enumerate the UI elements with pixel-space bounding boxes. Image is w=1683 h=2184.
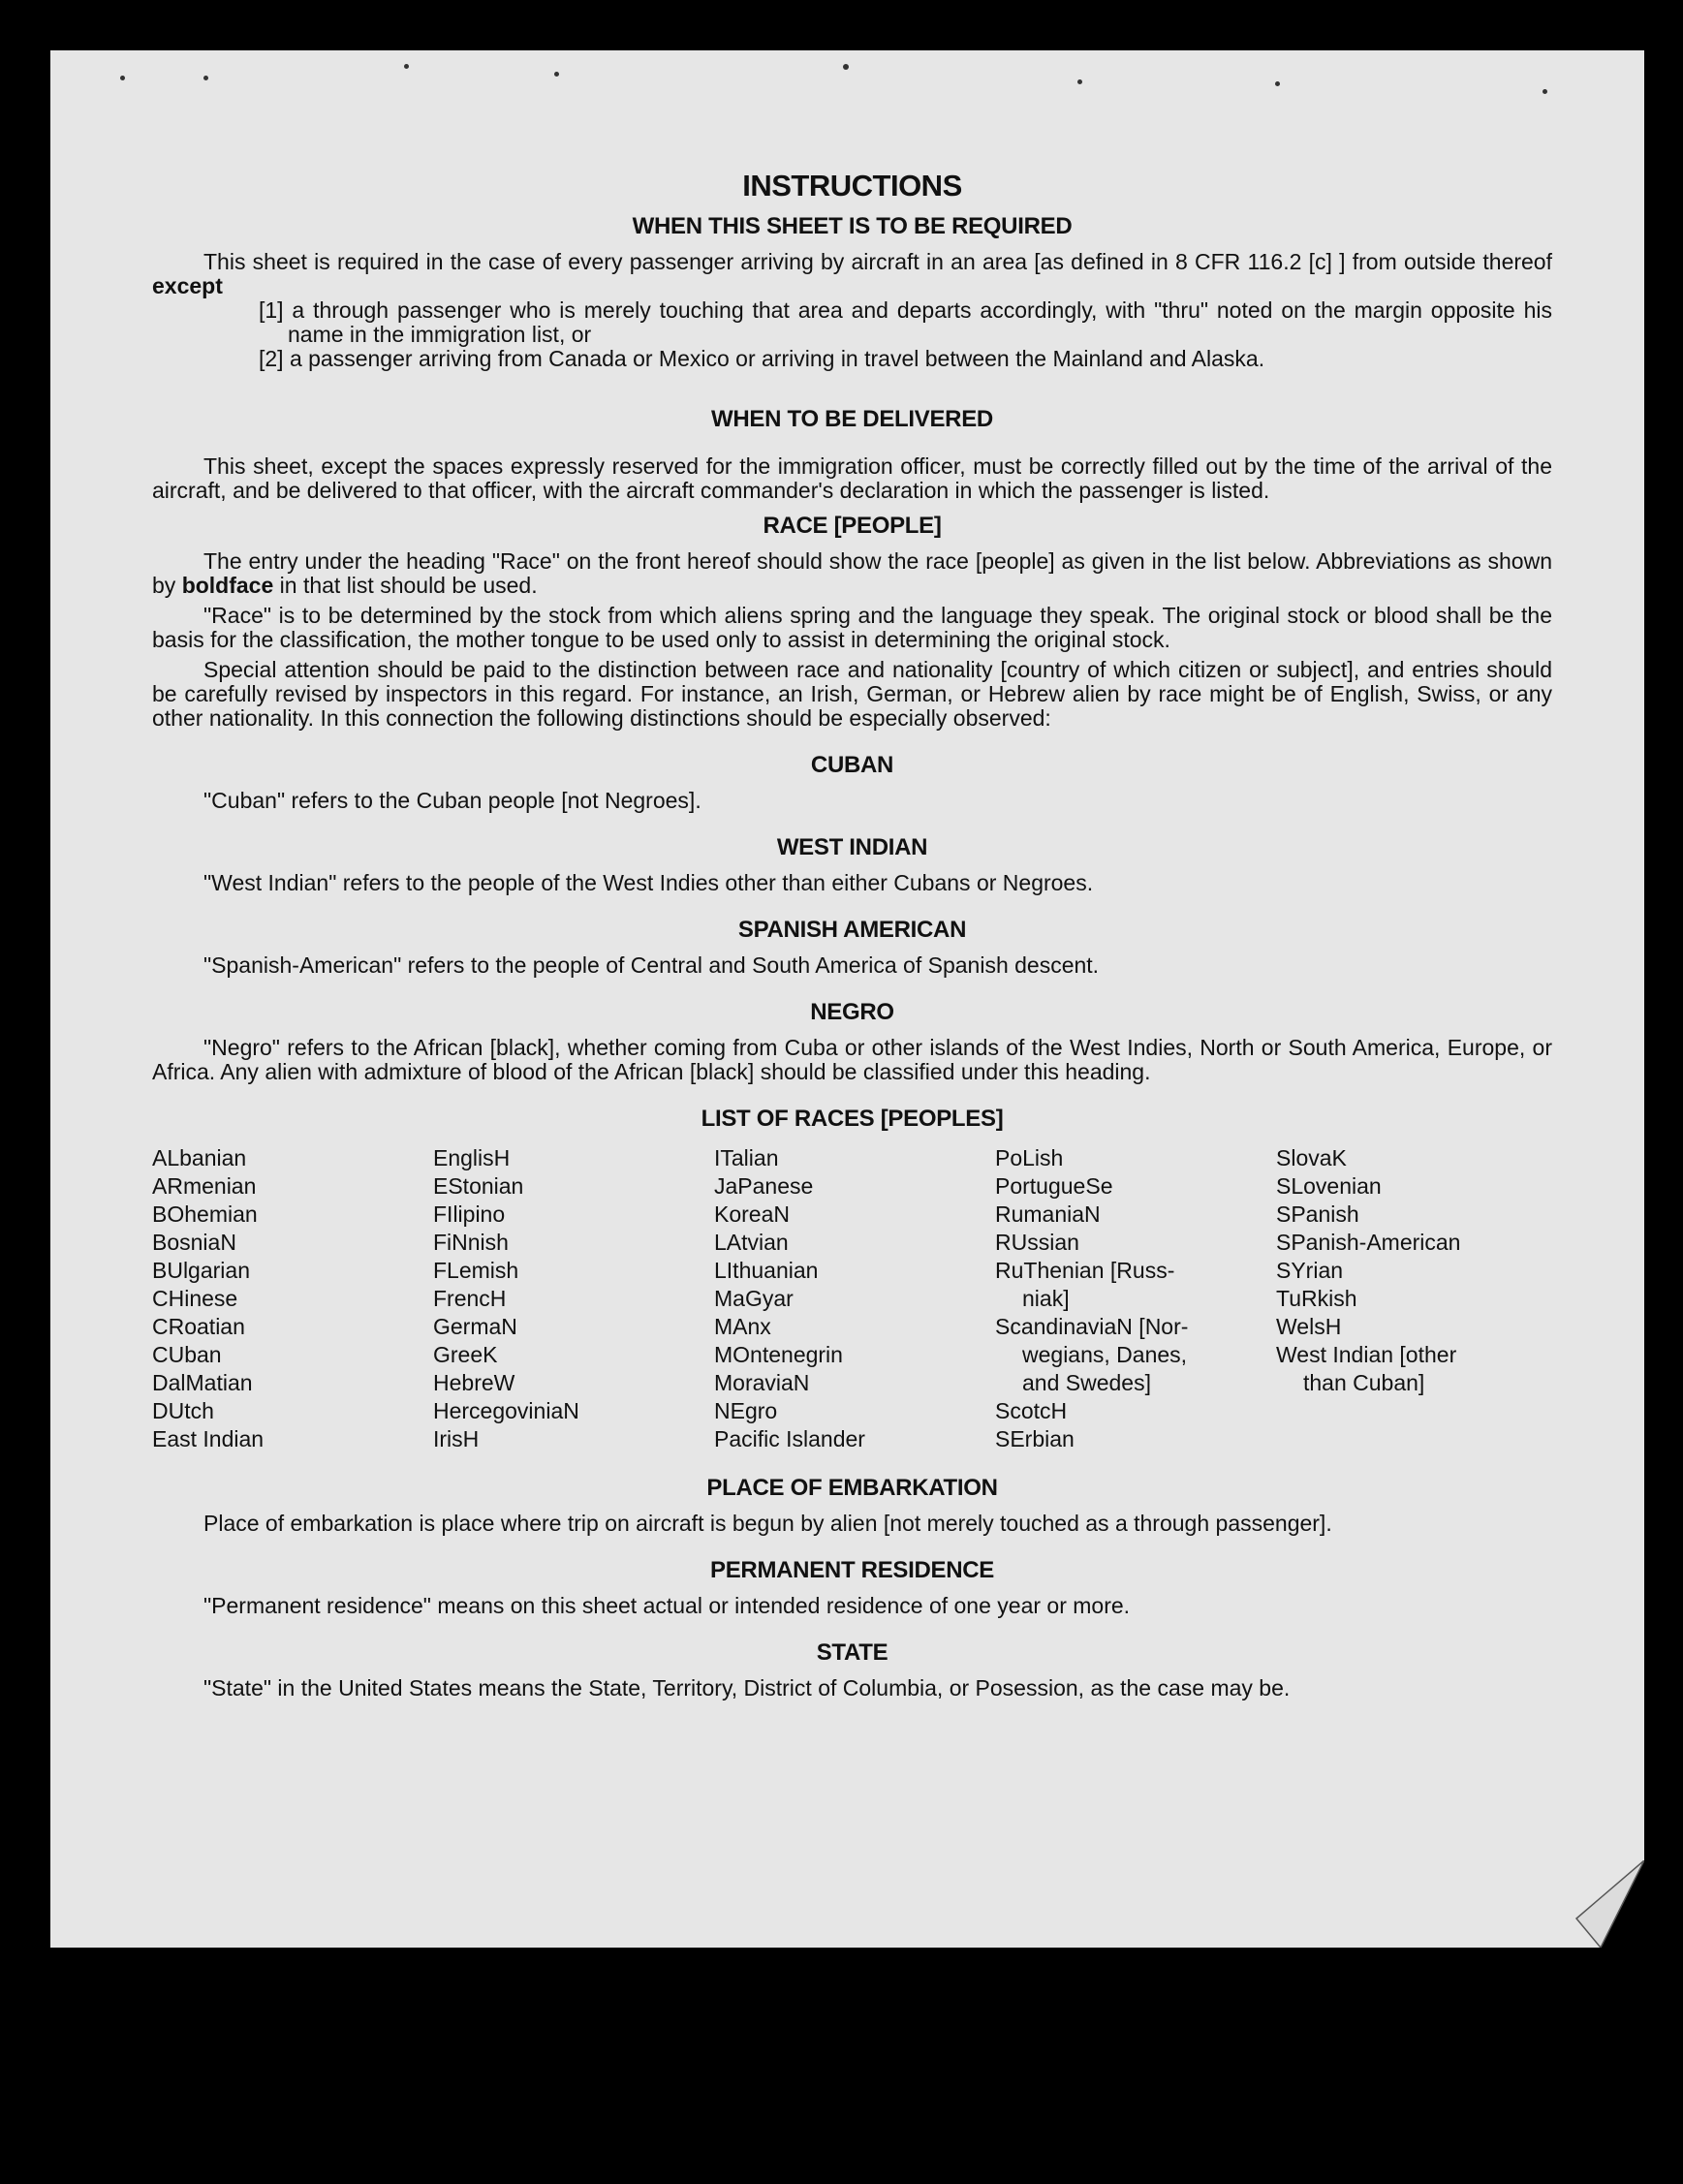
- race-entry: CUban: [152, 1342, 222, 1367]
- race-entry: LIthuanian: [714, 1258, 819, 1283]
- except-bold: except: [152, 273, 223, 298]
- heading-place-of-embarkation: PLACE OF EMBARKATION: [706, 1475, 998, 1501]
- heading-when-delivered: WHEN TO BE DELIVERED: [711, 406, 993, 432]
- race-paragraph-3: Special attention should be paid to the distinction between race and nationality [country of which citizen or subject], and entries should be carefully revised by inspectors in this regard. For instance, an Irish, German, or Hebrew alien by race might be of English, Swiss, or any other nationality. In this connection the following distinctions should be especially observed:: [152, 657, 1552, 731]
- race-entry: SPanish-American: [1276, 1230, 1461, 1255]
- race-entry: MoraviaN: [714, 1370, 810, 1395]
- race-text-a: The entry under the heading "Race" on the front hereof should show the race [people] as given in the list below. Abbreviations as shown by: [152, 548, 1552, 598]
- race-entry: Pacific Islander: [714, 1426, 865, 1451]
- race-entry: WelsH: [1276, 1314, 1342, 1339]
- race-entry: FIlipino: [433, 1201, 506, 1227]
- document-sheet: [50, 50, 1644, 1948]
- race-entry: CRoatian: [152, 1314, 245, 1339]
- spanish-american-text: "Spanish-American" refers to the people of Central and South America of Spanish descent.: [203, 952, 1100, 978]
- race-entry: GermaN: [433, 1314, 517, 1339]
- race-paragraph-1: [152, 549, 1552, 598]
- speck: [843, 64, 849, 70]
- race-entry: MAnx: [714, 1314, 771, 1339]
- race-paragraph-2: "Race" is to be determined by the stock from which aliens spring and the language they speak. The original stock or blood shall be the basis for the classification, the mother tongue to be used only to assist in determining the original stock.: [152, 603, 1552, 652]
- races-table: [152, 1144, 1552, 1453]
- heading-state: STATE: [816, 1639, 888, 1666]
- race-entry: HercegoviniaN: [433, 1398, 579, 1423]
- race-text-b: in that list should be used.: [279, 573, 538, 598]
- race-entry: EnglisH: [433, 1145, 511, 1170]
- heading-when-required: WHEN THIS SHEET IS TO BE REQUIRED: [632, 213, 1073, 239]
- race-entry: IrisH: [433, 1426, 480, 1451]
- race-entry: SErbian: [995, 1426, 1075, 1451]
- heading-negro: NEGRO: [810, 999, 894, 1025]
- exception-item-1: [1] a through passenger who is merely touching that area and departs accordingly, with "thru" noted on the margin opposite his name in the immigration list, or: [259, 297, 1552, 347]
- race-entry-continued: than Cuban]: [1303, 1370, 1425, 1395]
- requirement-text: This sheet is required in the case of every passenger arriving by aircraft in an area [as defined in 8 CFR 116.2 [c] ] from outside thereof: [203, 249, 1552, 274]
- instructions-content: [152, 169, 1552, 1700]
- speck: [203, 76, 208, 80]
- races-column-5: [1276, 1144, 1552, 1453]
- race-entry: ARmenian: [152, 1173, 257, 1199]
- race-entry: LAtvian: [714, 1230, 789, 1255]
- race-entry: East Indian: [152, 1426, 265, 1451]
- heading-cuban: CUBAN: [810, 752, 894, 778]
- requirement-paragraph: [152, 250, 1552, 298]
- speck: [1275, 81, 1280, 86]
- speck: [120, 76, 125, 80]
- exception-item-2: [2] a passenger arriving from Canada or Mexico or arriving in travel between the Mainland and Alaska.: [259, 346, 1265, 371]
- race-entry: ScandinaviaN [Nor-: [995, 1314, 1189, 1339]
- folded-corner: [1567, 1860, 1644, 1948]
- heading-spanish-american: SPANISH AMERICAN: [737, 917, 967, 943]
- race-entry: ALbanian: [152, 1145, 247, 1170]
- race-entry: PortugueSe: [995, 1173, 1113, 1199]
- heading-list-of-races: LIST OF RACES [PEOPLES]: [701, 1106, 1004, 1132]
- races-column-1: [152, 1144, 428, 1453]
- race-entry: NEgro: [714, 1398, 778, 1423]
- race-entry: ITalian: [714, 1145, 779, 1170]
- race-entry: HebreW: [433, 1370, 515, 1395]
- heading-race: RACE [PEOPLE]: [763, 513, 942, 539]
- race-entry: DalMatian: [152, 1370, 253, 1395]
- race-entry: MaGyar: [714, 1286, 794, 1311]
- speck: [1543, 89, 1547, 94]
- race-entry-continued: niak]: [1022, 1286, 1070, 1311]
- race-entry: KoreaN: [714, 1201, 790, 1227]
- race-entry: GreeK: [433, 1342, 498, 1367]
- page-title: INSTRUCTIONS: [742, 169, 962, 203]
- embarkation-text: Place of embarkation is place where trip on aircraft is begun by alien [not merely touched as a through passenger].: [203, 1511, 1332, 1536]
- race-entry: SLovenian: [1276, 1173, 1382, 1199]
- race-entry: BUlgarian: [152, 1258, 250, 1283]
- race-entry: SPanish: [1276, 1201, 1359, 1227]
- races-column-2: [433, 1144, 709, 1453]
- heading-west-indian: WEST INDIAN: [776, 834, 928, 860]
- race-entry: RumaniaN: [995, 1201, 1101, 1227]
- speck: [554, 72, 559, 77]
- race-entry: RUssian: [995, 1230, 1079, 1255]
- race-entry: PoLish: [995, 1145, 1064, 1170]
- race-entry: FrencH: [433, 1286, 507, 1311]
- race-entry: JaPanese: [714, 1173, 814, 1199]
- race-entry: TuRkish: [1276, 1286, 1357, 1311]
- race-entry: FLemish: [433, 1258, 519, 1283]
- speck: [404, 64, 409, 69]
- race-entry: West Indian [other: [1276, 1342, 1457, 1367]
- race-entry: RuThenian [Russ-: [995, 1258, 1175, 1283]
- race-entry: EStonian: [433, 1173, 524, 1199]
- negro-text: "Negro" refers to the African [black], whether coming from Cuba or other islands of the West Indies, North or South America, Europe, or Africa. Any alien with admixture of blood of the African [black] should be classified under this heading.: [152, 1035, 1552, 1084]
- west-indian-text: "West Indian" refers to the people of the West Indies other than either Cubans or Negroes.: [203, 870, 1094, 895]
- race-entry: MOntenegrin: [714, 1342, 843, 1367]
- race-entry: BOhemian: [152, 1201, 258, 1227]
- races-column-4: [995, 1144, 1271, 1453]
- race-entry: DUtch: [152, 1398, 214, 1423]
- race-entry-continued: wegians, Danes,: [1022, 1342, 1188, 1367]
- race-entry: FiNnish: [433, 1230, 509, 1255]
- state-text: "State" in the United States means the State, Territory, District of Columbia, or Posession, as the case may be.: [203, 1675, 1291, 1700]
- heading-permanent-residence: PERMANENT RESIDENCE: [710, 1557, 994, 1583]
- race-entry: ScotcH: [995, 1398, 1068, 1423]
- race-entry: BosniaN: [152, 1230, 236, 1255]
- cuban-text: "Cuban" refers to the Cuban people [not Negroes].: [203, 788, 701, 813]
- delivery-paragraph: This sheet, except the spaces expressly reserved for the immigration officer, must be correctly filled out by the time of the arrival of the aircraft, and be delivered to that officer, with the aircraft commander's declaration in which the passenger is listed.: [152, 453, 1552, 503]
- race-entry: CHinese: [152, 1286, 238, 1311]
- speck: [1077, 79, 1082, 84]
- race-entry-continued: and Swedes]: [1022, 1370, 1151, 1395]
- race-entry: SYrian: [1276, 1258, 1344, 1283]
- races-column-3: [714, 1144, 990, 1453]
- race-entry: SlovaK: [1276, 1145, 1347, 1170]
- boldface-word: boldface: [181, 573, 274, 598]
- residence-text: "Permanent residence" means on this sheet actual or intended residence of one year or more.: [203, 1593, 1131, 1618]
